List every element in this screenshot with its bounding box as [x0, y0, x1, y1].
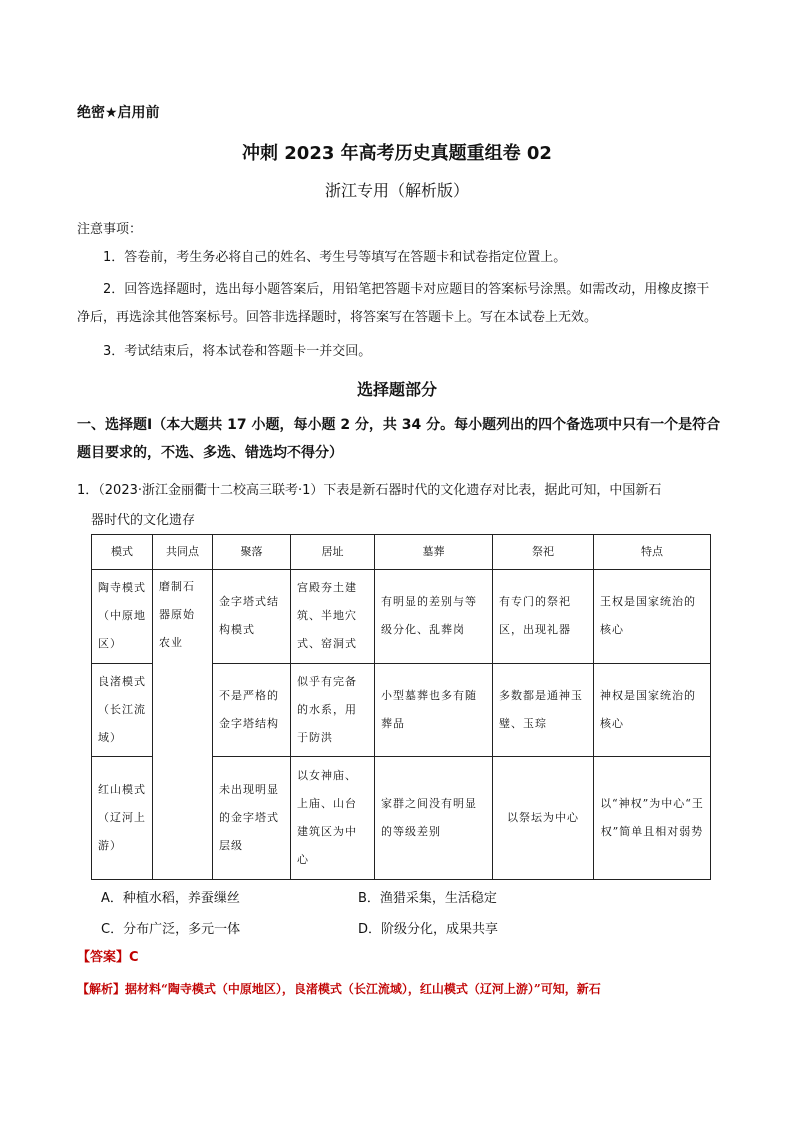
notice-item-2: 2．回答选择题时，选出每小题答案后，用铅笔把答题卡对应题目的答案标号涂黑。如需改动，用橡皮擦干净后，再选涂其他答案标号。回答非选择题时，将答案写在答题卡上。写在本试卷上无效。: [77, 282, 710, 325]
table-cell: 家群之间没有明显的等级差别: [375, 757, 493, 880]
table-header: 聚落: [213, 535, 291, 570]
confidential-mark: 绝密★启用前: [77, 105, 160, 121]
table-header: 墓葬: [375, 535, 493, 570]
table-cell: 以祭坛为中心: [493, 757, 594, 880]
analysis-text: 【解析】据材料“陶寺模式（中原地区），良渚模式（长江流域），红山模式（辽河上游）”可知，新石: [77, 982, 601, 996]
option-a[interactable]: A．种植水稻，养蚕缫丝: [101, 891, 240, 906]
table-row: [92, 570, 711, 664]
table-cell: 以“神权”为中心“王权”简单且相对弱势: [594, 757, 711, 880]
part-heading: 一、选择题Ⅰ（本大题共 17 小题，每小题 2 分，共 34 分。每小题列出的四个备选项中只有一个是符合题目要求的，不选、多选、错选均不得分）: [77, 417, 721, 461]
table-header: 共同点: [153, 535, 213, 570]
answer-label: 【答案】C: [77, 950, 139, 965]
table-header: 模式: [92, 535, 153, 570]
table-cell: 未出现明显的金字塔式层级: [213, 757, 291, 880]
table-cell-mode: 良渚模式（长江流域）: [92, 663, 153, 757]
table-cell-mode: 红山模式（辽河上游）: [92, 757, 153, 880]
comparison-table: [91, 534, 711, 880]
table-cell: 宫殿夯土建筑、半地穴式、窑洞式: [291, 570, 375, 664]
table-header: 居址: [291, 535, 375, 570]
table-cell-common: 磨制石器原始农业: [153, 570, 213, 880]
option-b[interactable]: B．渔猎采集，生活稳定: [358, 891, 497, 906]
question-stem-line-1: 1．（2023·浙江金丽衢十二校高三联考·1）下表是新石器时代的文化遗存对比表，据此可知，中国新石: [77, 483, 662, 498]
table-cell-mode: 陶寺模式（中原地区）: [92, 570, 153, 664]
table-header-row: [92, 535, 711, 570]
section-title: 选择题部分: [356, 380, 437, 399]
table-cell: 神权是国家统治的核心: [594, 663, 711, 757]
table-cell: 多数都是通神玉璧、玉琮: [493, 663, 594, 757]
table-cell: 有专门的祭祀区，出现礼器: [493, 570, 594, 664]
exam-subtitle: 浙江专用（解析版）: [324, 181, 469, 200]
notice-item-1: 1．答卷前，考生务必将自己的姓名、考生号等填写在答题卡和试卷指定位置上。: [103, 250, 567, 265]
option-d[interactable]: D．阶级分化，成果共享: [358, 922, 499, 937]
notice-item-3: 3．考试结束后，将本试卷和答题卡一并交回。: [103, 344, 372, 359]
table-cell: 王权是国家统治的核心: [594, 570, 711, 664]
table-cell: 小型墓葬也多有随葬品: [375, 663, 493, 757]
notice-heading: 注意事项：: [77, 222, 143, 237]
question-stem: [77, 476, 725, 536]
option-c[interactable]: C．分布广泛，多元一体: [101, 922, 241, 937]
table-cell: 不是严格的金字塔结构: [213, 663, 291, 757]
exam-title: 冲刺 2023 年高考历史真题重组卷 02: [242, 143, 552, 164]
table-cell: 似乎有完备的水系，用于防洪: [291, 663, 375, 757]
table-cell: 以女神庙、上庙、山台建筑区为中心: [291, 757, 375, 880]
table-cell: 有明显的差别与等级分化、乱葬岗: [375, 570, 493, 664]
table-header: 祭祀: [493, 535, 594, 570]
table-header: 特点: [594, 535, 711, 570]
table-cell: 金字塔式结构模式: [213, 570, 291, 664]
question-stem-line-2: 器时代的文化遗存: [91, 513, 196, 528]
